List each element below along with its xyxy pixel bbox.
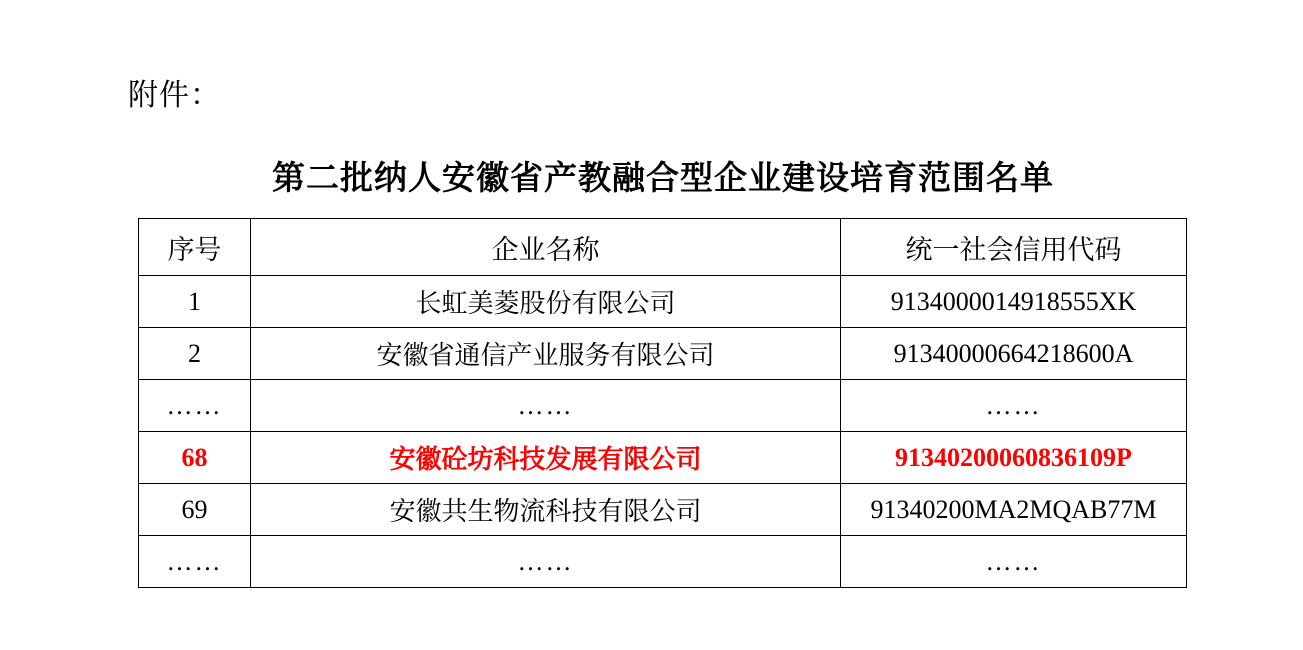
cell-index: 1 — [139, 276, 251, 328]
cell-credit-code: 91340200MA2MQAB77M — [841, 484, 1187, 536]
page-title: 第二批纳人安徽省产教融合型企业建设培育范围名单 — [272, 161, 1054, 197]
table-row — [139, 536, 1187, 588]
cell-enterprise-name: …… — [251, 536, 841, 588]
table-header — [139, 219, 1187, 276]
cell-enterprise-name: 长虹美菱股份有限公司 — [251, 276, 841, 328]
cell-index: …… — [139, 536, 251, 588]
table-header-row — [139, 219, 1187, 276]
cell-credit-code: …… — [841, 536, 1187, 588]
column-header-name: 企业名称 — [251, 219, 841, 276]
enterprise-table-wrapper — [138, 218, 1186, 588]
cell-enterprise-name: 安徽共生物流科技有限公司 — [251, 484, 841, 536]
table-row — [139, 380, 1187, 432]
cell-index: 69 — [139, 484, 251, 536]
column-header-index: 序号 — [139, 219, 251, 276]
table-body — [139, 276, 1187, 588]
column-header-code: 统一社会信用代码 — [841, 219, 1187, 276]
table-row — [139, 432, 1187, 484]
cell-index: 2 — [139, 328, 251, 380]
cell-enterprise-name: 安徽砼坊科技发展有限公司 — [251, 432, 841, 484]
attachment-label: 附件： — [128, 79, 221, 112]
cell-credit-code: …… — [841, 380, 1187, 432]
table-row — [139, 328, 1187, 380]
cell-credit-code: 9134000014918555XK — [841, 276, 1187, 328]
cell-credit-code: 91340200060836109P — [841, 432, 1187, 484]
table-row — [139, 484, 1187, 536]
cell-credit-code: 91340000664218600A — [841, 328, 1187, 380]
enterprise-table — [138, 218, 1187, 588]
cell-enterprise-name: …… — [251, 380, 841, 432]
table-row — [139, 276, 1187, 328]
cell-enterprise-name: 安徽省通信产业服务有限公司 — [251, 328, 841, 380]
cell-index: …… — [139, 380, 251, 432]
cell-index: 68 — [139, 432, 251, 484]
